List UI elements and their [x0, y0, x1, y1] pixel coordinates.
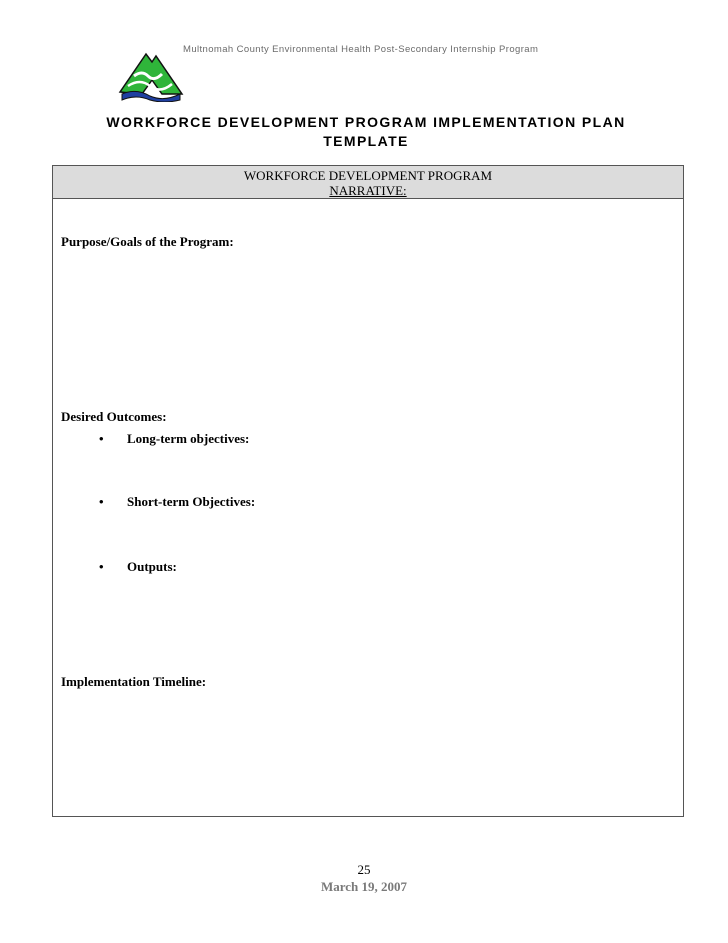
bullet-dot-icon: •	[99, 559, 104, 574]
narrative-form-box	[52, 165, 684, 817]
purpose-label: Purpose/Goals of the Program:	[61, 234, 234, 249]
bullet-dot-icon: •	[99, 431, 104, 446]
document-title	[60, 113, 672, 151]
bullet-short-term	[99, 494, 255, 510]
page-date: March 19, 2007	[320, 879, 408, 894]
bullet-label: Outputs:	[127, 559, 177, 574]
outcomes-label: Desired Outcomes:	[61, 409, 167, 424]
form-heading-line-2: NARRATIVE:	[329, 183, 407, 198]
title-line-1: WORKFORCE DEVELOPMENT PROGRAM IMPLEMENTATION PLAN	[106, 114, 626, 130]
mountain-logo-icon	[118, 52, 184, 102]
bullet-outputs	[99, 559, 177, 575]
form-heading-line-1: WORKFORCE DEVELOPMENT PROGRAM	[243, 168, 493, 183]
page-number: 25	[357, 862, 371, 877]
bullet-long-term	[99, 431, 249, 447]
bullet-label: Short-term Objectives:	[127, 494, 256, 509]
bullet-dot-icon: •	[99, 494, 104, 509]
bullet-label: Long-term objectives:	[127, 431, 250, 446]
form-heading	[53, 166, 683, 199]
title-line-2: TEMPLATE	[323, 133, 409, 149]
timeline-label: Implementation Timeline:	[61, 674, 207, 689]
org-header-line: Multnomah County Environmental Health Post-Secondary Internship Program	[183, 44, 539, 55]
